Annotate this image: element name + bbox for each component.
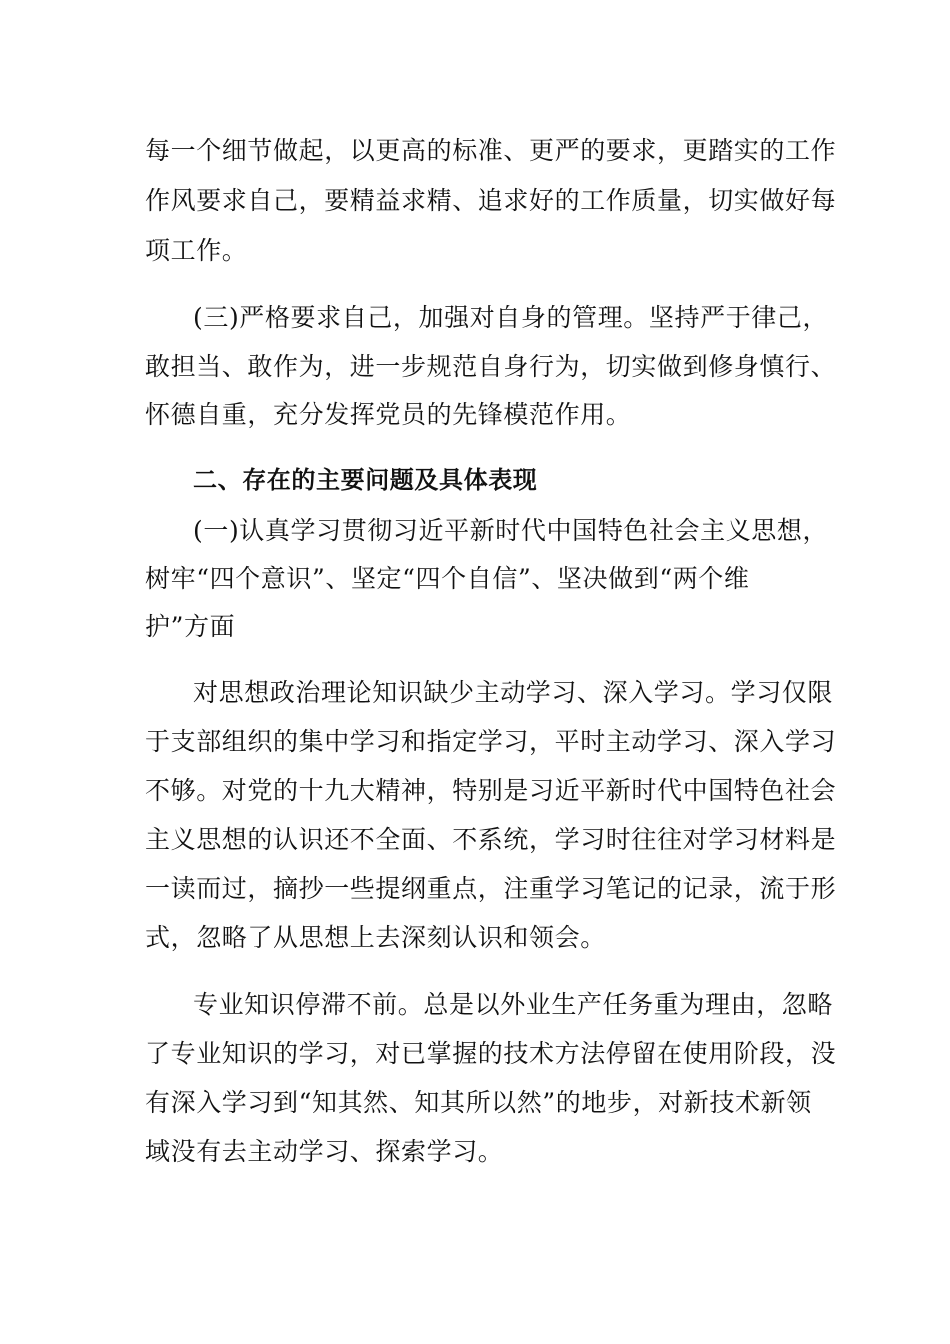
paragraph-line: 作风要求自己，要精益求精、追求好的工作质量，切实做好每	[145, 186, 837, 215]
paragraph-line: 了专业知识的学习，对已掌握的技术方法停留在使用阶段，没	[145, 1039, 837, 1068]
paragraph-line: 一读而过，摘抄一些提纲重点，注重学习笔记的记录，流于形	[145, 874, 837, 903]
paragraph-line: 树牢“四个意识”、坚定“四个自信”、坚决做到“两个维	[145, 564, 750, 593]
paragraph-line: (三)严格要求自己，加强对自身的管理。坚持严于律己，	[193, 303, 829, 332]
paragraph-line: 怀德自重，充分发挥党员的先锋模范作用。	[145, 400, 632, 429]
paragraph-line: 不够。对党的十九大精神，特别是习近平新时代中国特色社会	[145, 776, 837, 805]
paragraph-line: 式，忽略了从思想上去深刻认识和领会。	[145, 923, 606, 952]
paragraph-line: 于支部组织的集中学习和指定学习，平时主动学习、深入学习	[145, 727, 837, 756]
paragraph-line: 对思想政治理论知识缺少主动学习、深入学习。学习仅限	[193, 678, 834, 707]
paragraph-line: 主义思想的认识还不全面、不系统，学习时往往对学习材料是	[145, 825, 837, 854]
paragraph-line: 每一个细节做起，以更高的标准、更严的要求，更踏实的工作	[145, 136, 837, 165]
paragraph-line: 护”方面	[145, 612, 236, 641]
paragraph-line: 项工作。	[145, 236, 248, 265]
paragraph-line: 有深入学习到“知其然、知其所以然”的地步，对新技术新领	[145, 1088, 812, 1117]
paragraph-line: (一)认真学习贯彻习近平新时代中国特色社会主义思想，	[193, 516, 829, 545]
section-heading: 二、存在的主要问题及具体表现	[193, 466, 538, 494]
paragraph-line: 专业知识停滞不前。总是以外业生产任务重为理由，忽略	[193, 990, 834, 1019]
paragraph-line: 敢担当、敢作为，进一步规范自身行为，切实做到修身慎行、	[145, 352, 837, 381]
paragraph-line: 域没有去主动学习、探索学习。	[145, 1137, 504, 1166]
